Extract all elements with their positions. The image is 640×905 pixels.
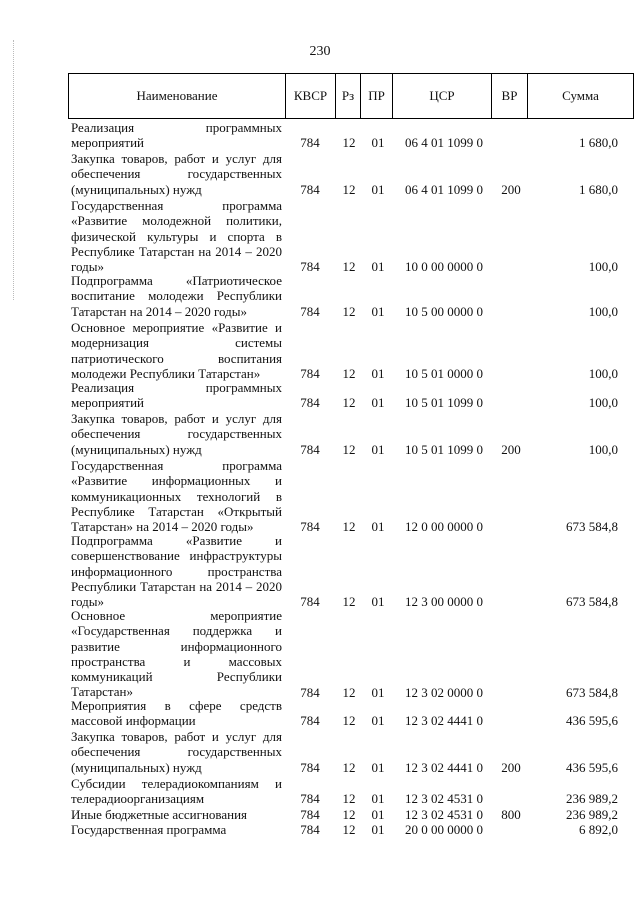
table-row bbox=[0, 198, 640, 275]
table-row bbox=[0, 822, 640, 837]
cell-pr: 01 bbox=[371, 181, 385, 197]
cell-pr: 01 bbox=[371, 684, 385, 700]
row-name-line: Республике Татарстан на 2014 – 2020 bbox=[71, 243, 282, 259]
table-row bbox=[0, 458, 640, 535]
cell-kvsr: 784 bbox=[300, 181, 320, 197]
row-name-line: Закупка товаров, работ и услуг для bbox=[71, 729, 282, 744]
cell-kvsr: 784 bbox=[300, 259, 320, 275]
cell-pr: 01 bbox=[371, 303, 385, 319]
cell-kvsr: 784 bbox=[300, 519, 320, 535]
row-name-line: патриотического воспитания bbox=[71, 350, 282, 366]
row-name bbox=[71, 822, 282, 837]
table-row bbox=[0, 698, 640, 729]
cell-kvsr: 784 bbox=[300, 822, 320, 837]
cell-csr: 12 0 00 0000 0 bbox=[405, 519, 483, 535]
row-name-line: Государственная программа bbox=[71, 458, 282, 473]
row-name bbox=[71, 320, 282, 381]
cell-rz: 12 bbox=[342, 303, 356, 319]
row-name-line: развитие информационного bbox=[71, 638, 282, 654]
row-name-line: коммуникационных технологий в bbox=[71, 488, 282, 504]
row-name-line: Основное мероприятие bbox=[71, 608, 282, 623]
cell-sum: 436 595,6 bbox=[566, 759, 618, 775]
row-name-line: обеспечения государственных bbox=[71, 744, 282, 760]
cell-kvsr: 784 bbox=[300, 395, 320, 411]
row-name bbox=[71, 533, 282, 609]
cell-sum: 436 595,6 bbox=[566, 713, 618, 729]
cell-rz: 12 bbox=[342, 684, 356, 700]
cell-pr: 01 bbox=[371, 135, 385, 151]
cell-csr: 12 3 02 0000 0 bbox=[405, 684, 483, 700]
cell-csr: 10 5 01 0000 0 bbox=[405, 365, 483, 381]
row-name-line: «Развитие молодежной политики, bbox=[71, 213, 282, 229]
row-name bbox=[71, 729, 282, 775]
cell-csr: 10 5 01 1099 0 bbox=[405, 441, 483, 457]
cell-rz: 12 bbox=[342, 713, 356, 729]
row-name-line: Республики Татарстан на 2014 – 2020 bbox=[71, 578, 282, 594]
cell-vr: 200 bbox=[501, 181, 521, 197]
cell-rz: 12 bbox=[342, 395, 356, 411]
cell-vr: 200 bbox=[501, 759, 521, 775]
row-name-line: Подпрограмма «Развитие и bbox=[71, 533, 282, 548]
cell-kvsr: 784 bbox=[300, 807, 320, 822]
row-name-line: обеспечения государственных bbox=[71, 426, 282, 442]
row-name-line: (муниципальных) нужд bbox=[71, 759, 202, 775]
cell-rz: 12 bbox=[342, 594, 356, 610]
cell-vr: 200 bbox=[501, 441, 521, 457]
row-name-line: массовой информации bbox=[71, 713, 196, 729]
row-name-line: информационного пространства bbox=[71, 563, 282, 579]
row-name bbox=[71, 608, 282, 700]
cell-rz: 12 bbox=[342, 181, 356, 197]
row-name-line: (муниципальных) нужд bbox=[71, 181, 202, 197]
row-name-line: воспитание молодежи Республики bbox=[71, 288, 282, 304]
cell-pr: 01 bbox=[371, 395, 385, 411]
cell-kvsr: 784 bbox=[300, 303, 320, 319]
cell-rz: 12 bbox=[342, 259, 356, 275]
cell-kvsr: 784 bbox=[300, 135, 320, 151]
cell-csr: 06 4 01 1099 0 bbox=[405, 181, 483, 197]
cell-rz: 12 bbox=[342, 759, 356, 775]
table-row bbox=[0, 151, 640, 197]
cell-csr: 12 3 02 4441 0 bbox=[405, 713, 483, 729]
cell-pr: 01 bbox=[371, 519, 385, 535]
row-name bbox=[71, 380, 282, 411]
cell-sum: 100,0 bbox=[588, 395, 618, 411]
cell-sum: 673 584,8 bbox=[566, 594, 618, 610]
row-name-line: Государственная программа bbox=[71, 822, 227, 837]
row-name bbox=[71, 411, 282, 457]
row-name bbox=[71, 776, 282, 807]
cell-csr: 12 3 02 4441 0 bbox=[405, 759, 483, 775]
header-rz: Рз bbox=[336, 74, 361, 119]
cell-sum: 100,0 bbox=[588, 303, 618, 319]
row-name-line: годы» bbox=[71, 594, 104, 610]
cell-pr: 01 bbox=[371, 365, 385, 381]
row-name bbox=[71, 807, 282, 822]
table-row bbox=[0, 380, 640, 411]
cell-rz: 12 bbox=[342, 822, 356, 837]
cell-sum: 673 584,8 bbox=[566, 684, 618, 700]
row-name bbox=[71, 151, 282, 197]
cell-pr: 01 bbox=[371, 807, 385, 822]
row-name-line: Закупка товаров, работ и услуг для bbox=[71, 411, 282, 426]
row-name-line: Реализация программных bbox=[71, 380, 282, 395]
row-name bbox=[71, 698, 282, 729]
row-name-line: Закупка товаров, работ и услуг для bbox=[71, 151, 282, 166]
cell-csr: 10 0 00 0000 0 bbox=[405, 259, 483, 275]
table-row bbox=[0, 120, 640, 151]
cell-pr: 01 bbox=[371, 594, 385, 610]
row-name-line: телерадиоорганизациям bbox=[71, 791, 205, 807]
cell-rz: 12 bbox=[342, 807, 356, 822]
row-name-line: Государственная программа bbox=[71, 198, 282, 213]
cell-csr: 06 4 01 1099 0 bbox=[405, 135, 483, 151]
cell-csr: 12 3 02 4531 0 bbox=[405, 791, 483, 807]
table-row bbox=[0, 320, 640, 381]
row-name-line: (муниципальных) нужд bbox=[71, 441, 202, 457]
row-name-line: Татарстан» на 2014 – 2020 годы» bbox=[71, 519, 254, 535]
row-name-line: совершенствование инфраструктуры bbox=[71, 548, 282, 564]
table-row bbox=[0, 729, 640, 775]
table-row bbox=[0, 776, 640, 807]
cell-kvsr: 784 bbox=[300, 684, 320, 700]
cell-rz: 12 bbox=[342, 519, 356, 535]
row-name-line: мероприятий bbox=[71, 395, 144, 411]
cell-pr: 01 bbox=[371, 713, 385, 729]
cell-sum: 673 584,8 bbox=[566, 519, 618, 535]
cell-rz: 12 bbox=[342, 441, 356, 457]
row-name-line: «Развитие информационных и bbox=[71, 473, 282, 489]
cell-kvsr: 784 bbox=[300, 759, 320, 775]
cell-rz: 12 bbox=[342, 791, 356, 807]
header-sum: Сумма bbox=[528, 74, 634, 119]
row-name-line: мероприятий bbox=[71, 135, 144, 151]
cell-sum: 100,0 bbox=[588, 365, 618, 381]
row-name-line: Татарстан на 2014 – 2020 годы» bbox=[71, 303, 247, 319]
row-name-line: Реализация программных bbox=[71, 120, 282, 135]
cell-vr: 800 bbox=[501, 807, 521, 822]
row-name-line: Основное мероприятие «Развитие и bbox=[71, 320, 282, 335]
row-name-line: молодежи Республики Татарстан» bbox=[71, 365, 261, 381]
row-name bbox=[71, 120, 282, 151]
row-name-line: физической культуры и спорта в bbox=[71, 228, 282, 244]
table-row bbox=[0, 411, 640, 457]
row-name-line: обеспечения государственных bbox=[71, 166, 282, 182]
cell-sum: 100,0 bbox=[588, 441, 618, 457]
cell-rz: 12 bbox=[342, 135, 356, 151]
cell-csr: 20 0 00 0000 0 bbox=[405, 822, 483, 837]
table-row bbox=[0, 807, 640, 822]
cell-pr: 01 bbox=[371, 259, 385, 275]
cell-kvsr: 784 bbox=[300, 713, 320, 729]
row-name-line: Иные бюджетные ассигнования bbox=[71, 807, 248, 822]
row-name-line: Республике Татарстан «Открытый bbox=[71, 503, 282, 519]
table-header bbox=[68, 73, 634, 119]
header-vr: ВР bbox=[492, 74, 528, 119]
row-name-line: Мероприятия в сфере средств bbox=[71, 698, 282, 713]
cell-pr: 01 bbox=[371, 791, 385, 807]
row-name-line: Субсидии телерадиокомпаниям и bbox=[71, 776, 282, 791]
row-name bbox=[71, 458, 282, 534]
cell-kvsr: 784 bbox=[300, 441, 320, 457]
header-kvsr: КВСР bbox=[286, 74, 336, 119]
row-name-line: коммуникаций Республики bbox=[71, 669, 282, 685]
cell-pr: 01 bbox=[371, 441, 385, 457]
cell-sum: 236 989,2 bbox=[566, 807, 618, 822]
cell-kvsr: 784 bbox=[300, 594, 320, 610]
row-name-line: «Государственная поддержка и bbox=[71, 623, 282, 639]
row-name-line: Татарстан» bbox=[71, 684, 133, 700]
cell-pr: 01 bbox=[371, 759, 385, 775]
header-csr: ЦСР bbox=[393, 74, 492, 119]
cell-kvsr: 784 bbox=[300, 791, 320, 807]
row-name bbox=[71, 273, 282, 319]
row-name-line: годы» bbox=[71, 259, 104, 275]
cell-pr: 01 bbox=[371, 822, 385, 837]
cell-csr: 12 3 02 4531 0 bbox=[405, 807, 483, 822]
cell-rz: 12 bbox=[342, 365, 356, 381]
page-number: 230 bbox=[309, 44, 331, 59]
cell-sum: 1 680,0 bbox=[579, 135, 618, 151]
cell-sum: 6 892,0 bbox=[579, 822, 618, 837]
row-name bbox=[71, 198, 282, 274]
cell-sum: 100,0 bbox=[588, 259, 618, 275]
cell-csr: 10 5 00 0000 0 bbox=[405, 303, 483, 319]
table-row bbox=[0, 533, 640, 610]
cell-csr: 10 5 01 1099 0 bbox=[405, 395, 483, 411]
header-name: Наименование bbox=[69, 74, 286, 119]
cell-sum: 1 680,0 bbox=[579, 181, 618, 197]
cell-sum: 236 989,2 bbox=[566, 791, 618, 807]
row-name-line: Подпрограмма «Патриотическое bbox=[71, 273, 282, 288]
table-row bbox=[0, 608, 640, 700]
header-pr: ПР bbox=[361, 74, 393, 119]
cell-kvsr: 784 bbox=[300, 365, 320, 381]
table-row bbox=[0, 273, 640, 319]
row-name-line: модернизация системы bbox=[71, 335, 282, 351]
cell-csr: 12 3 00 0000 0 bbox=[405, 594, 483, 610]
row-name-line: пространства и массовых bbox=[71, 653, 282, 669]
